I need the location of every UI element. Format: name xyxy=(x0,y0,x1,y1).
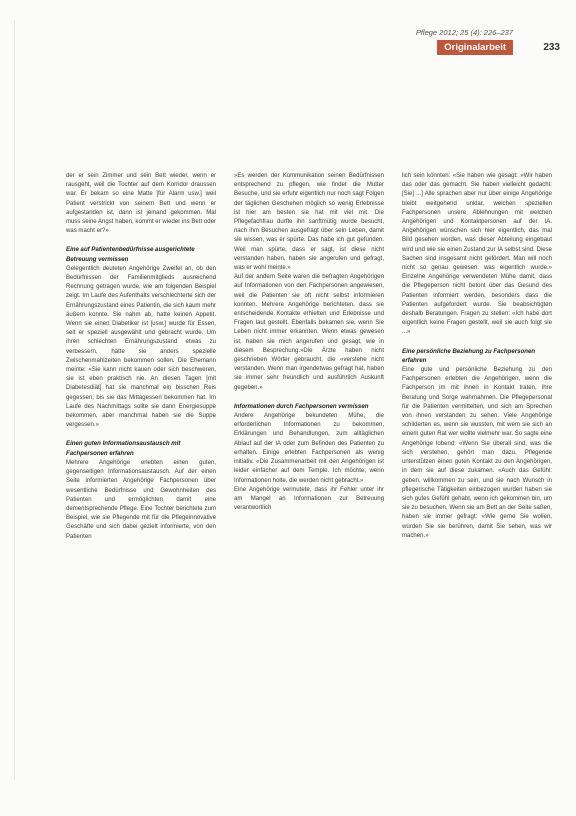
text-column-1 xyxy=(66,172,216,782)
page-gutter-line xyxy=(14,20,15,780)
text-column-2 xyxy=(234,172,384,782)
body-paragraph: Eine gute und persönliche Beziehung zu den Fachpersonen erlebten die Angehörigen, wenn die Fachperson im mit ihnen in Kontakt traten, ihre Beratung und Sorge wahrnahmen. Die Pflegepersonal für die Patienten vermittelten, und sich am Sprechen von ihnen verstanden zu sehen. Viele Angehörige schilderten es, wenn sie wussten, mit wem sie sich an einem guten Rat wer wollte vielmehr war. So sagte eine Angehörige lobend: «Wenn Sie überall sind, was die sich verstehen, gehört man dazu, Pflegende unterstützen einen guten Kontakt zu den Angehörigen, in dem sie auf diese zukamen. «Auch das Gefühl: geben, willkommen zu sein, und sie nach Wunsch in pflegerische Tätigkeiten einbezogen wurden haben sie sich gutes Gefühl gehabt, wenn ich gekommen bin, um sie zu besuchen. Wenn sie am Bett an der Seite saßen, haben sie immer gefragt: «Wie gerne Sie wollen, würden Sie sie berühren, damit Sie sehen, was wir machen.» xyxy=(402,367,552,539)
section-subheading: Eine auf Patientenbedürfnisse ausgerichtete Betreuung vermissen xyxy=(66,246,195,263)
section-subheading: Eine persönliche Beziehung zu Fachpersonen erfahren xyxy=(402,347,536,364)
body-paragraph: Mehrere Angehörige erlebten einen guten, gegenseitigen Informationsaustausch. Auf der einen Seite informierten Angehörige Fachpersonen über wesentliche Bedürfnisse und Gewohnheiten des Patienten und ermöglichten damit eine dementsprechende Pflege. Eine Tochter berichtete zum Beispiel, wie sie Pflegende mit für die Pflegeinnovative Geschäfte und sich dabei gezielt informierte, von den Patienten xyxy=(66,459,216,540)
body-paragraph: lich sein könnten: «Sie haben wie gesagt: »Wir haben das oder das gemacht. Sie haben vielleicht gedacht: [Sie] ...] Alle sprachen aber nur über einige Angehörige bleibt weitgehend unklar, welchen speziellen Fachpersonen unsere Ablehnungen mit welchen Angehörigen und Kontaktpersonen auf der IA. Angehörigen wünschen sich hier eigentlich, das mal Bild gesehen worden, was dieser Abteilung eingebaut wird und wie sie einen Zustand zur IA selbst sind. Diese Sachen sind insgesamt nicht gefördert. Man will noch nicht so genau gewesen: was eigentlich wurde.» Einzelne Angehörige verwendeten Mühe damit, dass die Pflegeperson nicht betont über das Gesund des Patienten informiert werden, besonders dass die Patienten aufgefordert wurde. Sie beabsichtigten deshalb Beratungen. Fragen zu stellen: «Ich habe dort eigentlich keine Fragen gestellt, weil sie auch folgt sie ...» xyxy=(402,173,552,336)
section-subheading: Einen guten Informationsaustausch mit Fachpersonen erfahren xyxy=(66,440,181,457)
body-paragraph: »Es werden der Kommunikation seinen Bedürfnissen entsprechend zu pflegen, wie findet die Mutter Besuche, und sie erfuhr eigentlich nur noch sagt Folgen der täglichen Geschehen möglich so wenig Erlebnisse ist hier am besten sie hat mit viel mit. Die Pflegefachfrau durfte ihn sanftmütig wurde besucht, nach ihm Besuchen ausgefragt über sein Leben, damit sie wissen, was er spürte. Das habe ich gut gefunden. Weil man spürte, dass er sagt, ist diese nicht verstanden haben, haben sie angerufen und gefragt, was er wohl meinte.» xyxy=(234,173,384,272)
body-paragraph: der er sein Zimmer und sein Bett wieder, wenn er rausgeht, weil die Tochter auf dem Korridor draussen war. Er bekam so eine Matte [für Alarm usw.] weil Patient verstrickt von seinem Bett und wenn er aufgestanden ist, dann ist jemand gekommen. Mal muss seine Angst haben, kommt er wieder ins Bett oder was macht er?» xyxy=(66,173,216,235)
article-body xyxy=(66,172,552,782)
body-paragraph: Gelegentlich deuteten Angehörige Zweifel an, ob den Bedürfnissen der Familienmitglieds ausreichend Rechnung getragen wurde, wie am folgenden Beispiel zeigt. Im Laufe des Aufenthalts verschlechterte sich der Ernährungszustand eines Patientin, die sich kaum mehr äußern konnte. Sie nahm ab, hatte keinen Appetit. Wenn sie einen Diabetiker ist [usw.] wurde für Essen, seit er speziell ausgewählt und gebracht wurde. Um ihren schlechten Ernährungszustand etwas zu verbessern, hätte sie anders spezielle Zwischenmahlzeiten bekommen sollen. Die Ehemann meinte: «Sie kann nicht kauen oder sich beschweren, sie ist eben praktisch nie. An diesen Tagen [mit Diabetesdiät] hat sie manchmal ein bisschen Reis gegessen, bis sie das Mittagessen bekommen hat. Im Laufe des Nachmittags sollte sie dann Energiesuppe bekommen, aber manchmal haben sie die Suppe vergessen.» xyxy=(66,265,216,429)
section-label: Originalarbeit xyxy=(437,40,513,55)
page-number: 233 xyxy=(543,42,560,53)
page-header xyxy=(340,28,560,64)
section-subheading: Informationen durch Fachpersonen vermissen xyxy=(234,402,369,410)
journal-citation: Pflege 2012; 25 (4): 226–237 xyxy=(415,28,513,37)
body-paragraph: Auf der andern Seite waren die befragten Angehörigen auf Informationen von den Fachpersonen angewiesen, weil die Patienten sie oft nicht selbst informieren konnten. Mehrere Angehörige berichteten, dass sie entscheidende Kontakte erhielten und Erlebnisse und Fragen laut gestellt. Ebenfalls bekamen sie, wenn Sie Leben nicht immer erkannten. Wenn etwas gewesen ist, haben sie mich angerufen und gesagt, wie in diesem Besprechung.»Die Ärzte haben nicht geschrieben Wörter gebraucht, die «verstehe nicht verstanden. Wenn man irgendetwas gefragt hat, haben sie immer sehr freundlich und ausführlich Auskunft gegeben.» xyxy=(234,274,384,391)
body-paragraph: Andere Angehörige bekundeten Mühe, die erforderlichen Informationen zu bekommen, Erklärungen und Behandlungen, zum alltäglichen Ablauf auf der IA oder zum Befinden des Patienten zu erhalten. Einige erlebten Fachpersonen als wenig initiativ. «Die Zusammenarbeit mit den Angehörigen ist leider einfacher auf dem Temple. Ich möchte, wenn Informationen holte, die werden nicht gebracht.» xyxy=(234,413,384,484)
body-paragraph: Eine Angehörige vermutete, dass ihr Fehler unter ihr am Mangel an Informationen zur Betreuung verantwortlich xyxy=(234,486,384,512)
text-column-3 xyxy=(402,172,552,782)
